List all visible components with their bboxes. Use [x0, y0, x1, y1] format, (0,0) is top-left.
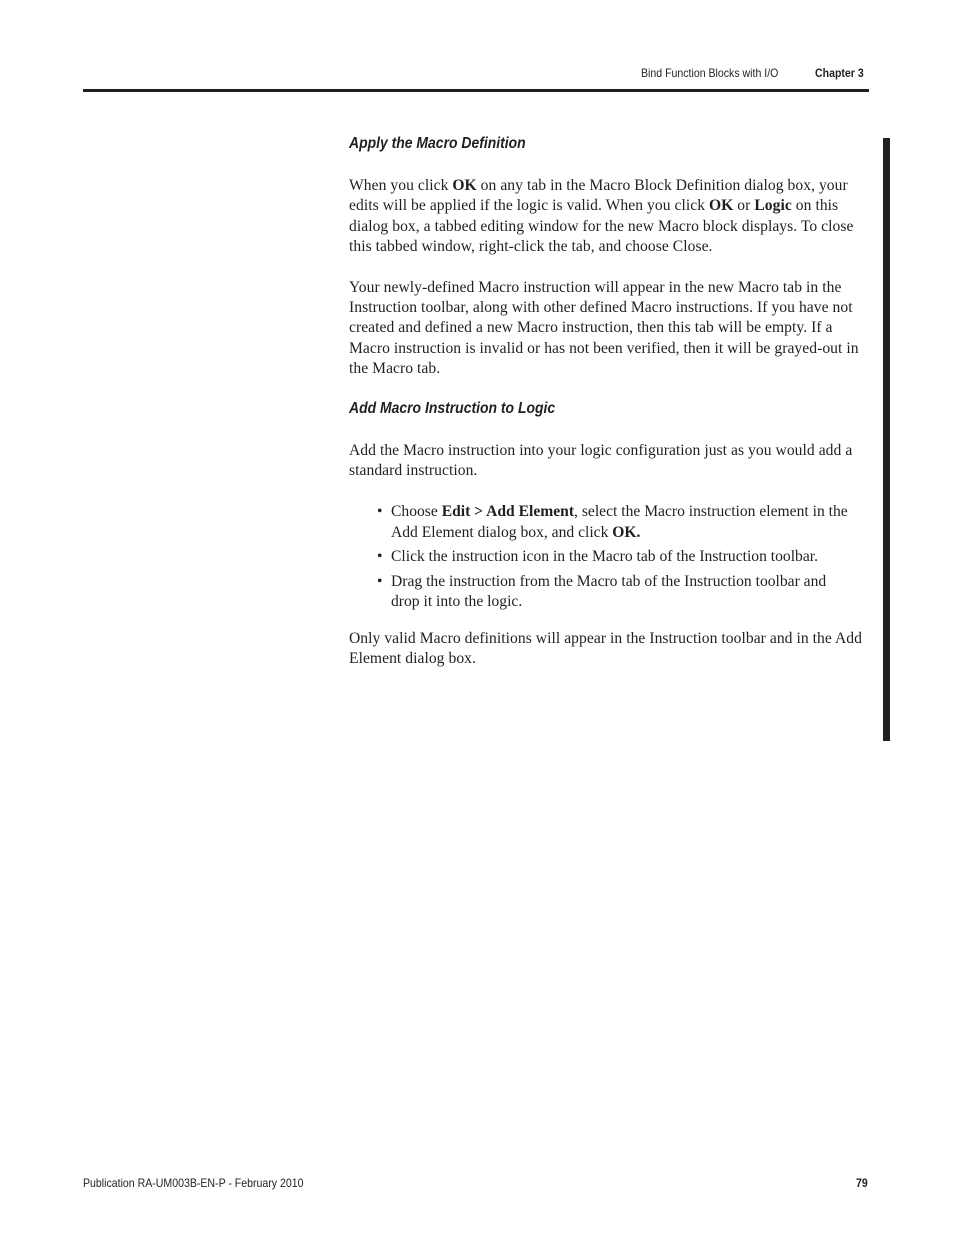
bold-logic: Logic — [754, 197, 792, 215]
paragraph-macro-tab: Your newly-defined Macro instruction will appear in the new Macro tab in the Instruction toolbar, along with other defined Macro instructions. If you have not created and defined a new Macro instruction, then this tab will be empty. If a Macro instruction is invalid or has not been verified, then it will be grayed-out in the Macro tab. — [349, 278, 859, 377]
header-rule — [83, 89, 869, 92]
page-number: 79 — [856, 1176, 868, 1190]
instruction-methods-list — [349, 502, 869, 612]
paragraph-valid-definitions: Only valid Macro definitions will appear in the Instruction toolbar and in the Add Element dialog box. — [349, 629, 862, 668]
heading-add-macro-instruction: Add Macro Instruction to Logic — [349, 400, 556, 418]
heading-apply-macro-definition: Apply the Macro Definition — [349, 135, 526, 152]
running-header-chapter: Chapter 3 — [815, 66, 864, 80]
running-header-section: Bind Function Blocks with I/O — [641, 66, 779, 80]
paragraph-add-macro: Add the Macro instruction into your logic configuration just as you would add a standard instruction. — [349, 442, 853, 480]
bold-ok: OK — [452, 177, 477, 194]
change-bar — [883, 138, 890, 741]
bold-ok: OK — [709, 197, 734, 215]
footer-publication: Publication RA-UM003B-EN-P - February 2010 — [83, 1176, 304, 1190]
paragraph-apply-ok: When you click OK on any tab in the Macro Block Definition dialog box, your edits will be applied if the logic is valid. When you click OK or Logic on this dialog box, a tabbed editing window for the new Macro block displays. To close this tabbed window, right-click the tab, and choose Close. — [349, 177, 854, 255]
main-content — [349, 132, 869, 669]
bold-ok: OK. — [612, 523, 641, 541]
list-item-add-element: • Choose Edit > Add Element, select the Macro instruction element in the Add Element dialog box, and click OK. — [377, 502, 851, 543]
list-item-drag-instruction: • Drag the instruction from the Macro tab of the Instruction toolbar and drop it into the logic. — [377, 572, 851, 613]
bold-menu-path: Edit > Add Element — [441, 503, 575, 521]
list-item-click-icon: • Click the instruction icon in the Macro tab of the Instruction toolbar. — [377, 547, 851, 567]
